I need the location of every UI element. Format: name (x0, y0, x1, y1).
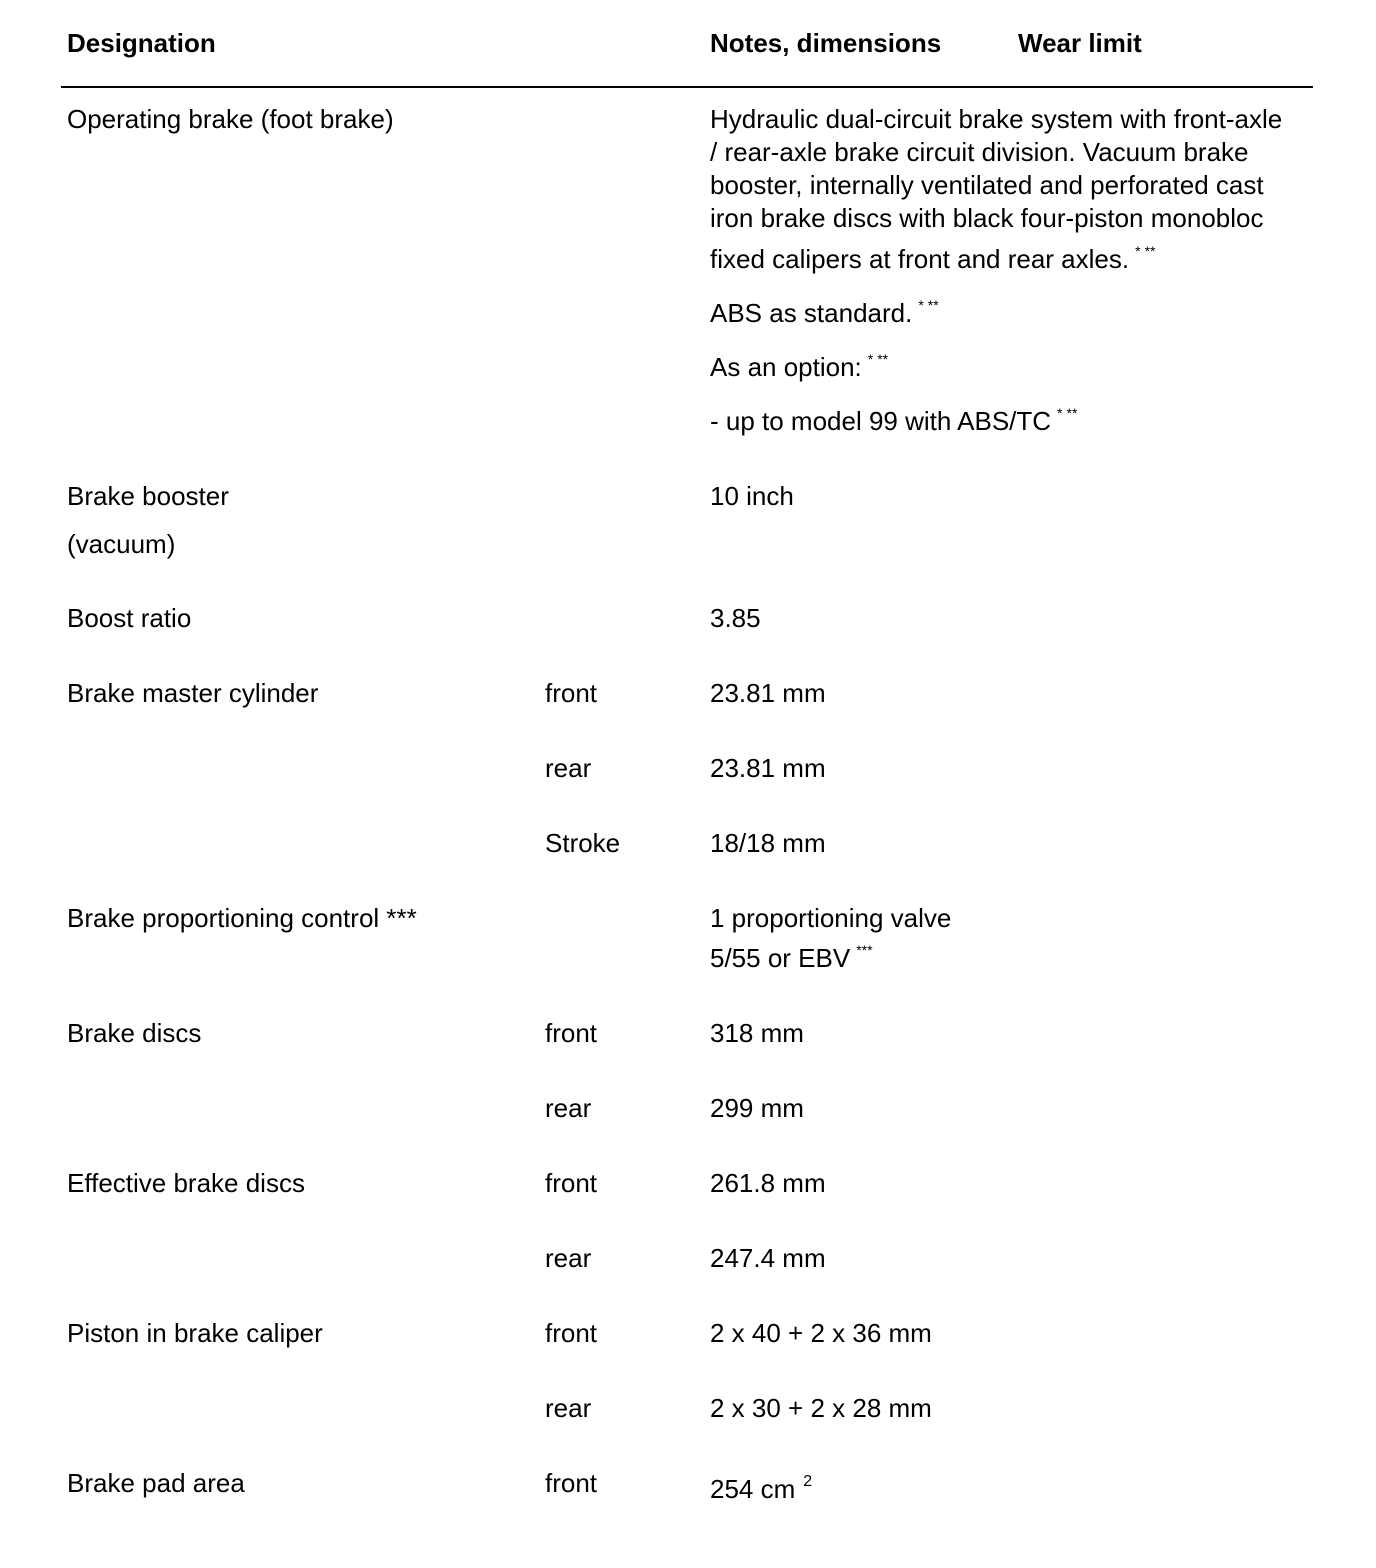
boost-ratio-label: Boost ratio (67, 603, 192, 633)
master-cylinder-label: Brake master cylinder (67, 678, 319, 708)
piston-front-value: 2 x 40 + 2 x 36 mm (710, 1318, 932, 1348)
option-line: As an option: * ** (710, 351, 889, 382)
pad-front-label: front (545, 1468, 598, 1498)
piston-front-label: front (545, 1318, 598, 1348)
discs-front-label: front (545, 1018, 598, 1048)
piston-rear-label: rear (545, 1393, 592, 1423)
operating-line-2: / rear-axle brake circuit division. Vacuum brake (710, 137, 1249, 167)
master-front-label: front (545, 678, 598, 708)
pad-front-value: 254 cm $^2$ (710, 1473, 813, 1504)
pad-area-label: Brake pad area (67, 1468, 245, 1498)
boost-ratio-value: 3.85 (710, 603, 761, 633)
master-stroke-value: 18/18 mm (710, 828, 826, 858)
header-designation: Designation (67, 28, 216, 58)
operating-line-1: Hydraulic dual-circuit brake system with front-axle (710, 104, 1283, 134)
operating-brake-label: Operating brake (foot brake) (67, 104, 394, 134)
proportioning-line-1: 1 proportioning valve (710, 903, 952, 933)
operating-line-3: booster, internally ventilated and perforated cast (710, 170, 1264, 200)
model99-line: - up to model 99 with ABS/TC * ** (710, 405, 1078, 436)
booster-label: Brake booster (67, 481, 229, 511)
effective-rear-label: rear (545, 1243, 592, 1273)
discs-label: Brake discs (67, 1018, 202, 1048)
master-stroke-label: Stroke (545, 828, 621, 858)
piston-label: Piston in brake caliper (67, 1318, 323, 1348)
header-wear-limit: Wear limit (1018, 28, 1142, 58)
booster-label-2: (vacuum) (67, 529, 176, 559)
header-rule (61, 86, 1313, 88)
abs-standard: ABS as standard. * ** (710, 297, 939, 328)
header-notes: Notes, dimensions (710, 28, 942, 58)
booster-value: 10 inch (710, 481, 794, 511)
discs-front-value: 318 mm (710, 1018, 804, 1048)
effective-front-value: 261.8 mm (710, 1168, 826, 1198)
discs-rear-label: rear (545, 1093, 592, 1123)
master-front-value: 23.81 mm (710, 678, 826, 708)
master-rear-value: 23.81 mm (710, 753, 826, 783)
piston-rear-value: 2 x 30 + 2 x 28 mm (710, 1393, 932, 1423)
effective-rear-value: 247.4 mm (710, 1243, 826, 1273)
effective-discs-label: Effective brake discs (67, 1168, 305, 1198)
effective-front-label: front (545, 1168, 598, 1198)
operating-line-5: fixed calipers at front and rear axles. * ** (710, 243, 1156, 274)
proportioning-line-2: 5/55 or EBV *** (710, 942, 873, 973)
operating-line-4: iron brake discs with black four-piston monobloc (710, 203, 1264, 233)
discs-rear-value: 299 mm (710, 1093, 804, 1123)
proportioning-label: Brake proportioning control *** (67, 903, 417, 933)
master-rear-label: rear (545, 753, 592, 783)
